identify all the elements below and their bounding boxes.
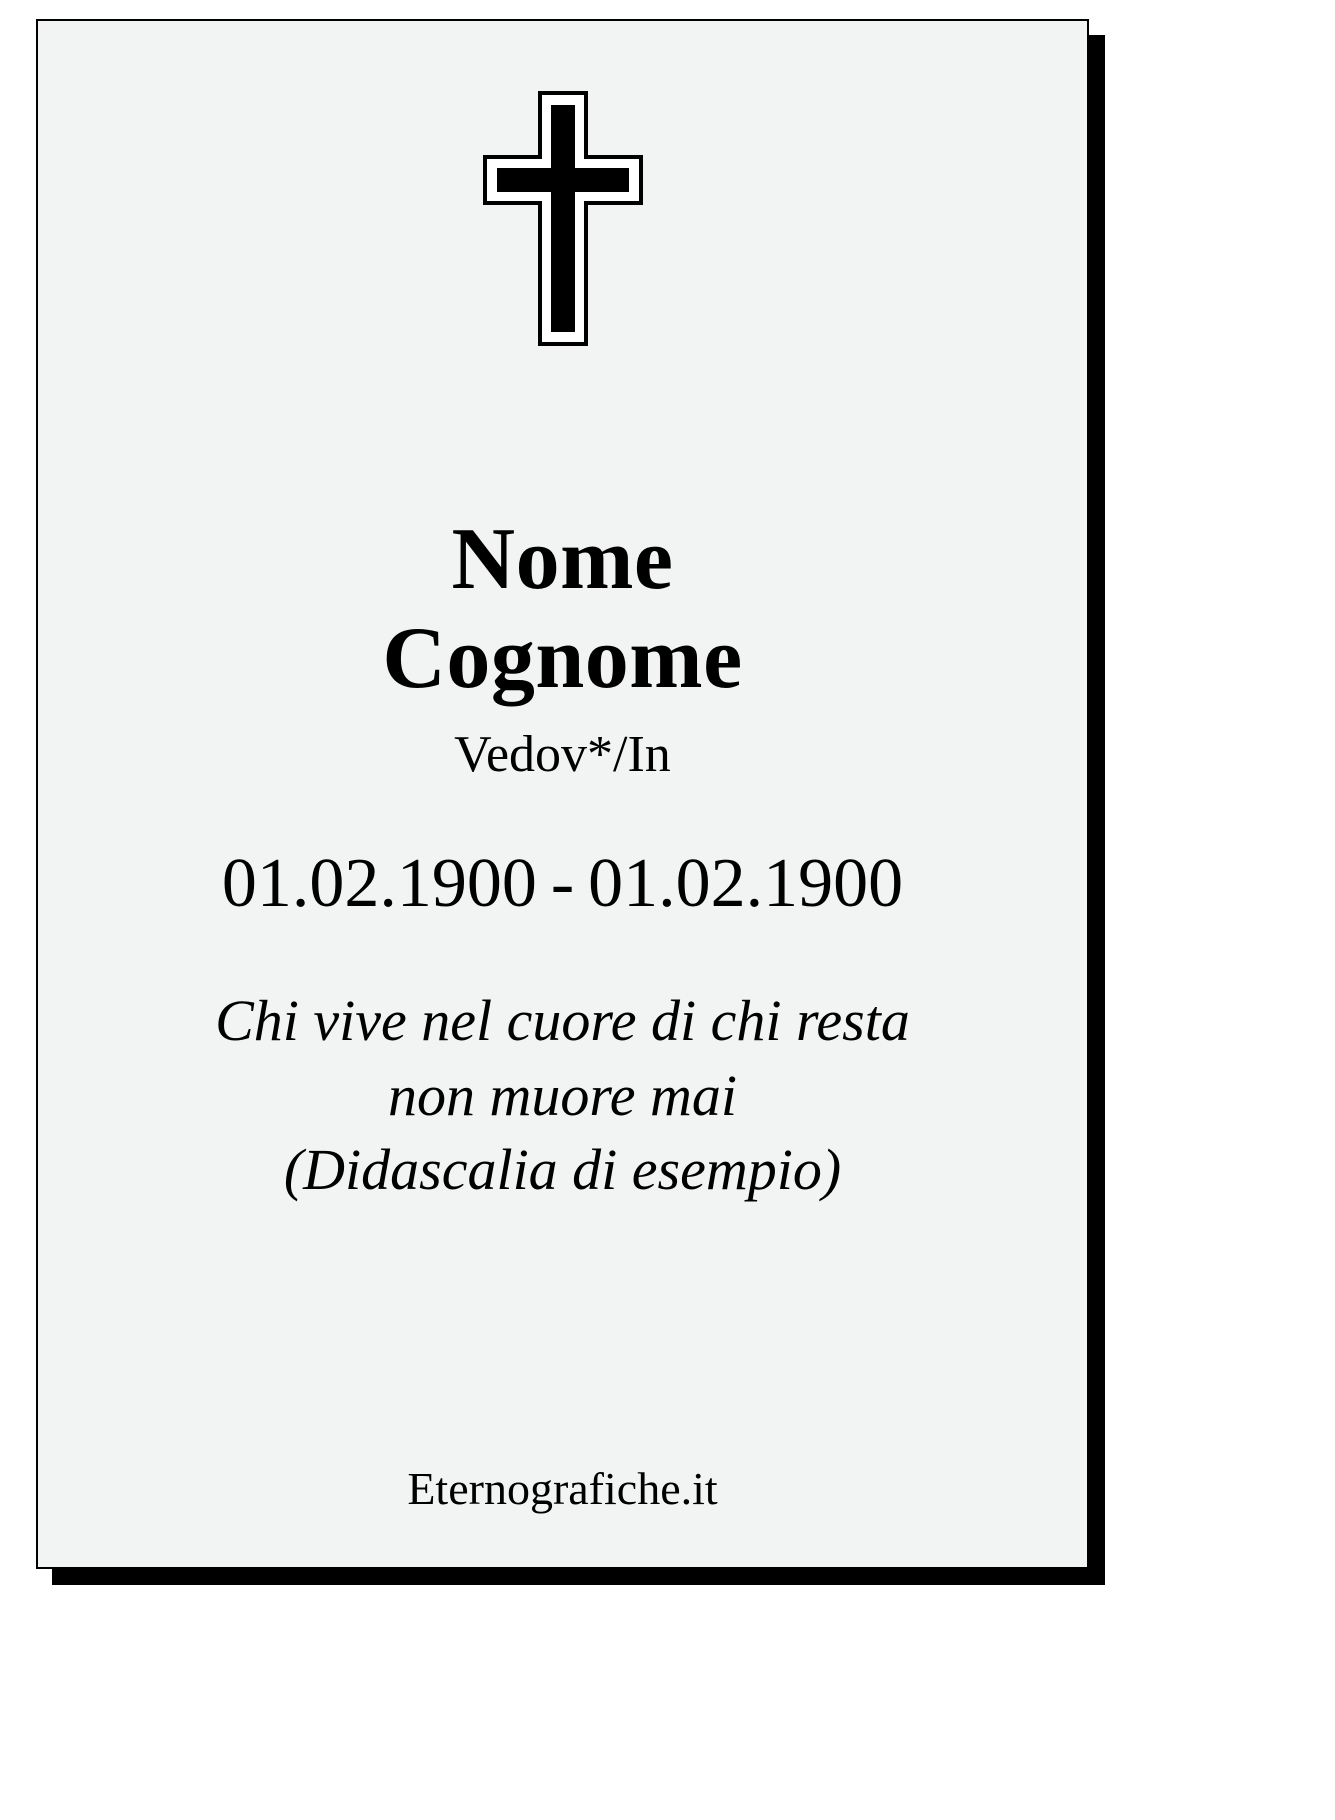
last-name: Cognome [382,609,743,707]
memorial-card [36,19,1089,1569]
epitaph-line-1: Chi vive nel cuore di chi resta [215,988,910,1054]
birth-date: 01.02.1900 [221,845,537,923]
footer-brand: Eternografiche.it [407,1463,718,1514]
name-block [38,511,1087,783]
date-separator: - [550,845,575,923]
epitaph-line-3: (Didascalia di esempio) [283,1136,842,1202]
epitaph-line-2: non muore mai [387,1062,738,1128]
epitaph [38,984,1087,1207]
latin-cross-icon [483,91,643,346]
status-label: Vedov*/In [454,726,671,784]
dates-line [38,845,1087,922]
death-date: 01.02.1900 [588,845,904,923]
first-name: Nome [451,511,674,608]
